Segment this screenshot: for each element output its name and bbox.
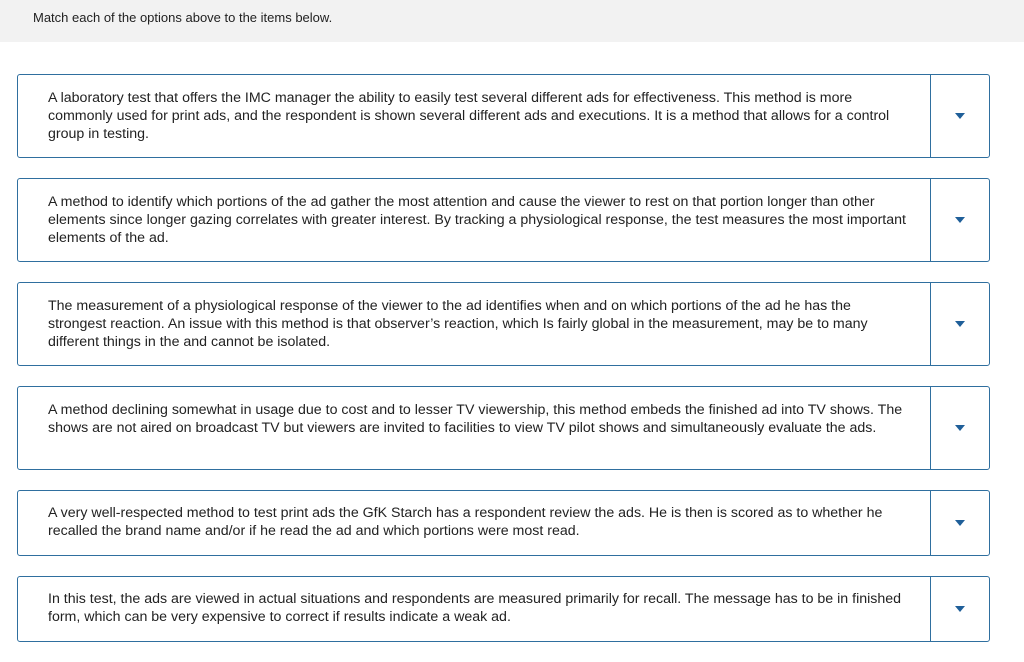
item-text: The measurement of a physiological response of the viewer to the ad identifies when and on which portions of the ad he has the strongest reaction. An issue with this method is that observer’s reaction, which Is fairly global in the measurement, may be to many different things in the and cannot be isolated. (48, 298, 868, 350)
match-item-6 (17, 576, 990, 642)
item-text: A very well-respected method to test print ads the GfK Starch has a respondent review the ads. He is then is scored as to whether he recalled the brand name and/or if he read the ad and which portions were most read. (48, 505, 883, 539)
answer-select-1[interactable] (930, 75, 989, 157)
match-list (17, 74, 990, 662)
item-text: A method declining somewhat in usage due to cost and to lesser TV viewership, this method embeds the finished ad into TV shows. The shows are not aired on broadcast TV but viewers are invited to facilities to view TV pilot shows and simultaneously evaluate the ads. (48, 402, 903, 436)
answer-select-2[interactable] (930, 179, 989, 261)
item-text: A method to identify which portions of the ad gather the most attention and cause the viewer to rest on that portion longer than other elements since longer gazing correlates with greater interest. By tracking a physiological response, the test measures the most important elements of the ad. (48, 194, 906, 246)
answer-select-3[interactable] (930, 283, 989, 365)
chevron-down-icon (955, 217, 965, 223)
match-item-3 (17, 282, 990, 366)
item-text: In this test, the ads are viewed in actual situations and respondents are measured primarily for recall. The message has to be in finished form, which can be very expensive to correct if results indicate a weak ad. (48, 591, 902, 625)
match-item-4 (17, 386, 990, 470)
answer-select-5[interactable] (930, 491, 989, 555)
answer-select-6[interactable] (930, 577, 989, 641)
chevron-down-icon (955, 425, 965, 431)
match-item-2 (17, 178, 990, 262)
item-text: A laboratory test that offers the IMC manager the ability to easily test several different ads for effectiveness. This method is more commonly used for print ads, and the respondent is shown several different ads and executions. It is a method that allows for a control group in testing. (48, 90, 890, 142)
chevron-down-icon (955, 520, 965, 526)
chevron-down-icon (955, 606, 965, 612)
chevron-down-icon (955, 321, 965, 327)
instruction-bar (0, 0, 1024, 42)
match-item-1 (17, 74, 990, 158)
match-item-5 (17, 490, 990, 556)
chevron-down-icon (955, 113, 965, 119)
instruction-text: Match each of the options above to the items below. (33, 10, 333, 25)
answer-select-4[interactable] (930, 387, 989, 469)
